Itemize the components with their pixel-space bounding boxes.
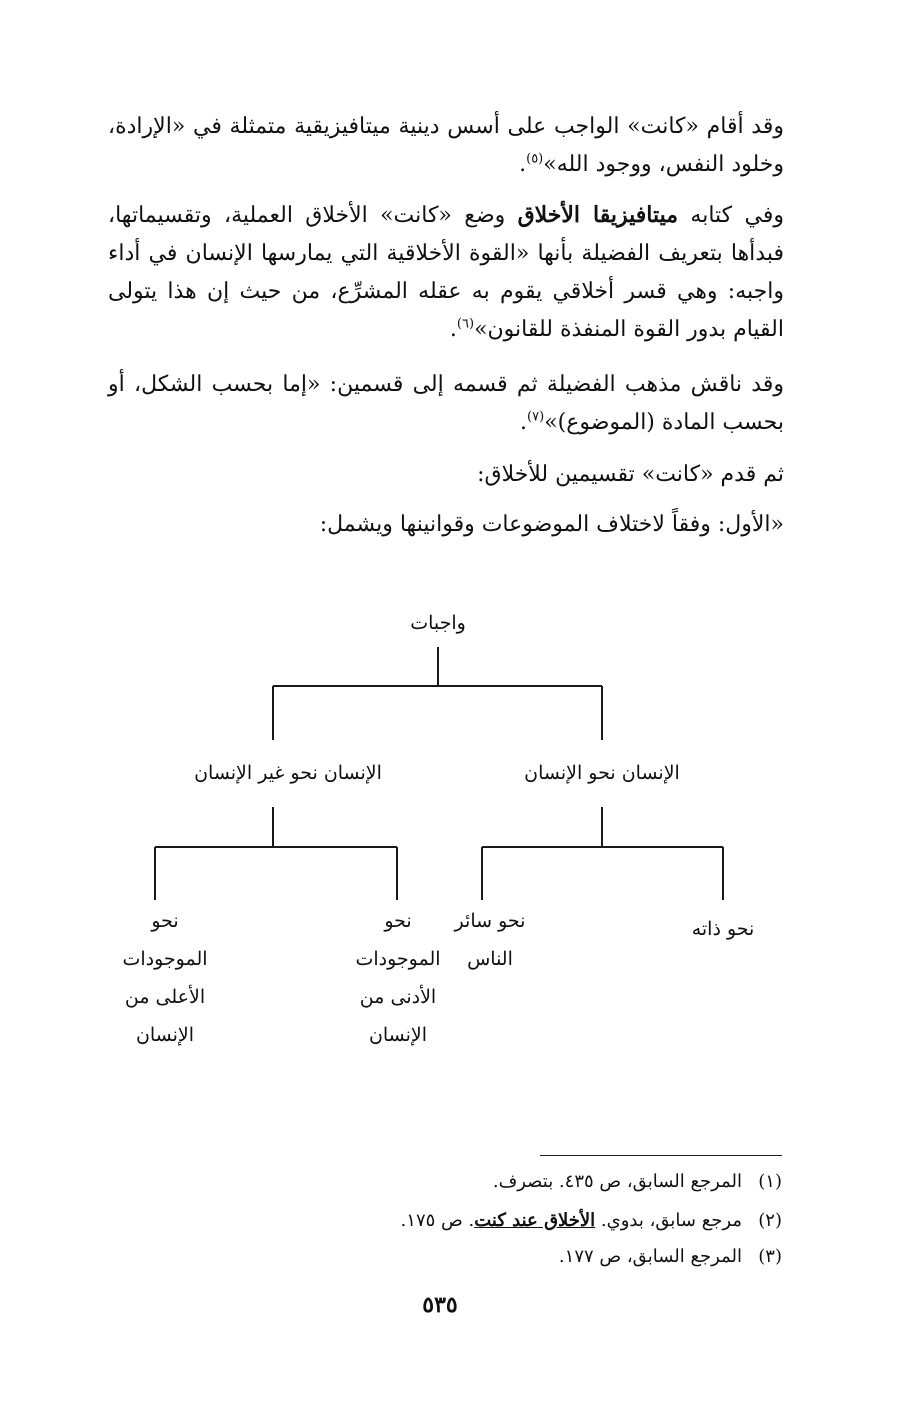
footnote-3: [300, 1240, 782, 1274]
footnote-ref-5[interactable]: (٥): [526, 151, 544, 167]
paragraph-text: وقد ناقش مذهب الفضيلة ثم قسمه إلى قسمين: «إما بحسب الشكل، أو بحسب المادة (الموضوع)»: [108, 372, 784, 435]
paragraph-end: .: [449, 317, 457, 342]
paragraph-virtue-doctrine: [108, 366, 784, 442]
paragraph-two-divisions: [108, 456, 784, 494]
book-title: ميتافيزيقا الأخلاق: [517, 202, 679, 228]
footnote-number: (١): [758, 1171, 782, 1192]
footnote-text: مرجع سابق، بدوي.: [600, 1210, 742, 1231]
footnote-ref-7[interactable]: (٧): [527, 409, 545, 425]
node-toward-lower-beings: نحو الموجودات الأدنى من الإنسان: [355, 910, 441, 1046]
footnote-text: المرجع السابق، ص ٤٣٥. بتصرف.: [492, 1171, 742, 1192]
node-root-duties: واجبات: [410, 612, 466, 634]
footnote-2: [300, 1204, 782, 1238]
footnote-book-title: الأخلاق عند كنت: [474, 1210, 596, 1231]
paragraph-metaphysics-of-morals: [108, 196, 784, 349]
paragraph-text: ثم قدم «كانت» تقسيمين للأخلاق:: [477, 462, 784, 487]
paragraph-end: .: [520, 410, 528, 435]
footnote-separator: [540, 1155, 782, 1156]
node-toward-higher-beings: نحو الموجودات الأعلى من الإنسان: [122, 910, 208, 1046]
node-human-toward-human: الإنسان نحو الإنسان: [524, 762, 680, 784]
node-toward-self: نحو ذاته: [691, 918, 755, 940]
paragraph-lead: وفي كتابه: [690, 203, 784, 228]
paragraph-text: «الأول: وفقاً لاختلاف الموضوعات وقوانينها ويشمل:: [319, 512, 784, 537]
footnote-1: [300, 1165, 782, 1199]
node-toward-other-people: نحو سائر الناس: [454, 910, 526, 970]
footnote-number: (٣): [758, 1246, 782, 1267]
paragraph-kant-duty-foundations: [108, 108, 784, 184]
paragraph-first-division: [108, 506, 784, 544]
paragraph-text: وضع «كانت» الأخلاق العملية، وتقسيماتها، فبدأها بتعريف الفضيلة بأنها «القوة الأخلاقية التي يمارسها الإنسان في أداء واجبه: وهي قسر أخلاقي يقوم به عقله المشرِّع، من حيث إن هذا يتولى القيام بدور القوة المنفذة للقانون»: [108, 203, 784, 342]
paragraph-text: وقد أقام «كانت» الواجب على أسس دينية ميتافيزيقية متمثلة في «الإرادة، وخلود النفس، ووجود الله»: [108, 114, 784, 177]
footnote-number: (٢): [758, 1210, 782, 1231]
footnote-text: المرجع السابق، ص ١٧٧.: [558, 1246, 742, 1267]
page-number: ٥٣٥: [422, 1292, 458, 1318]
footnote-text-end: . ص ١٧٥.: [400, 1210, 475, 1231]
footnote-ref-6[interactable]: (٦): [456, 316, 475, 332]
duties-tree-diagram: [0, 590, 903, 1070]
node-human-toward-nonhuman: الإنسان نحو غير الإنسان: [194, 762, 382, 784]
paragraph-end: .: [519, 152, 527, 177]
